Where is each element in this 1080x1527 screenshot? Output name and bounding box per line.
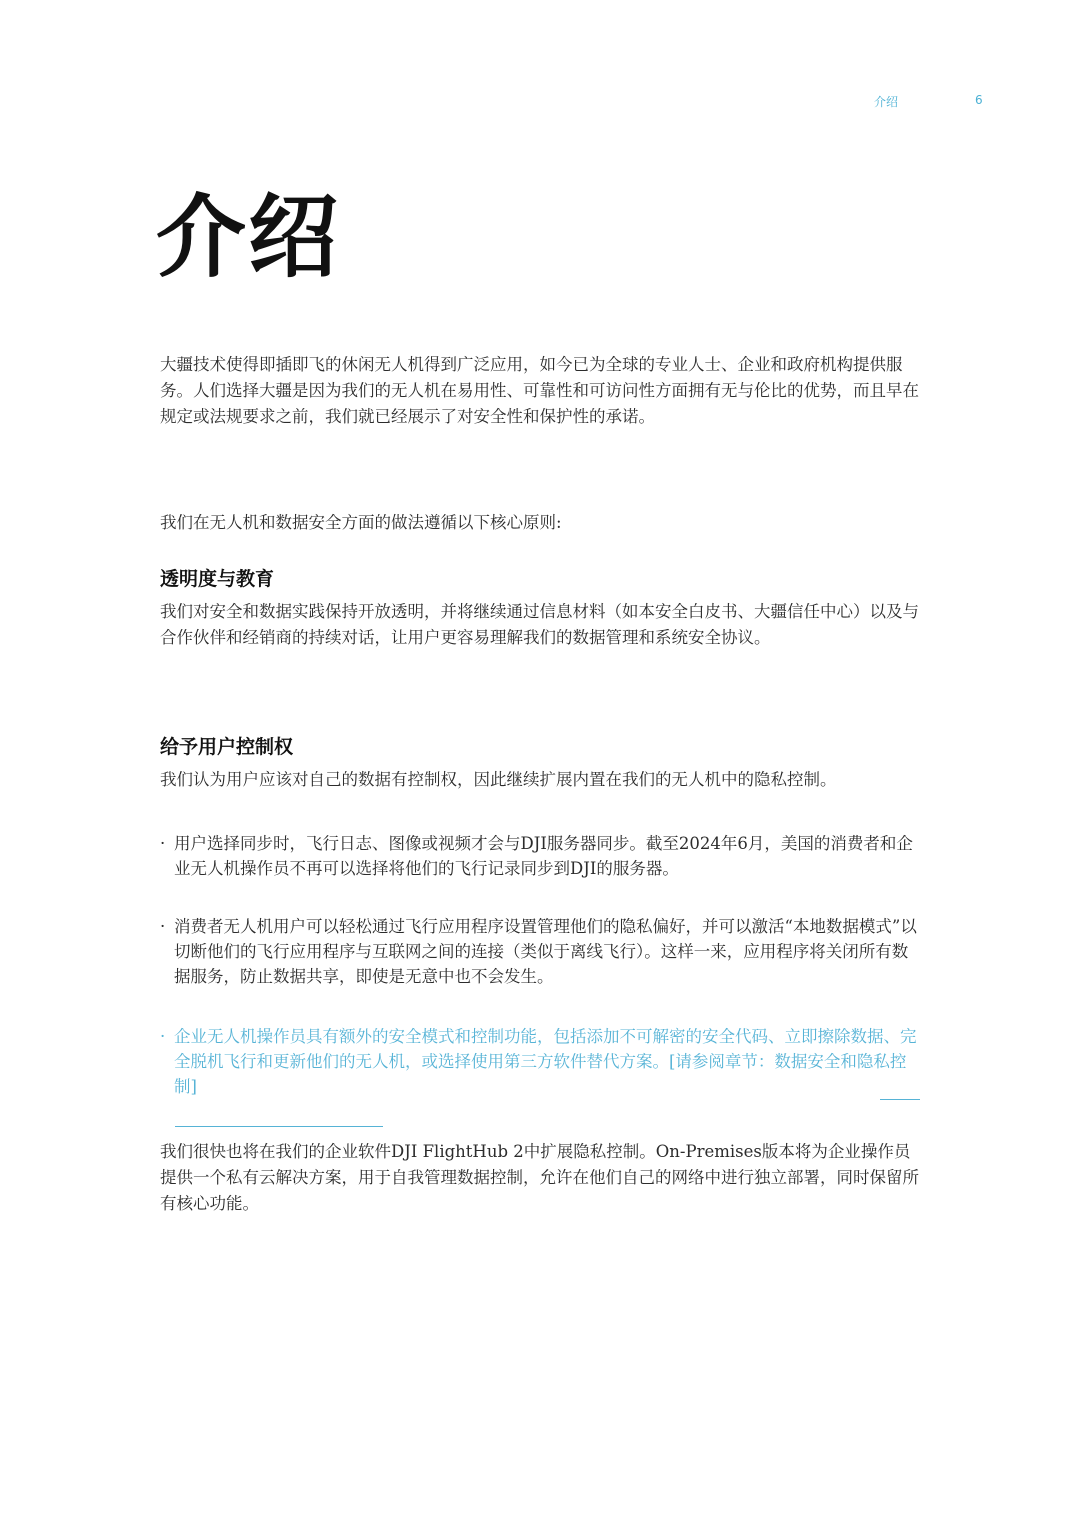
section-body-transparency: 我们对安全和数据实践保持开放透明，并将继续通过信息材料（如本安全白皮书、大疆信任中心）以及与合作伙伴和经销商的持续对话，让用户更容易理解我们的数据管理和系统安全协议。 (160, 602, 919, 647)
closing-paragraph: 我们很快也将在我们的企业软件DJI FlightHub 2中扩展隐私控制。On-Premises版本将为企业操作员提供一个私有云解决方案，用于自我管理数据控制，允许在他们自己的网络中进行独立部署，同时保留所有核心功能。 (160, 1142, 919, 1213)
bullet-marker: · (160, 834, 166, 853)
bullet-text: 消费者无人机用户可以轻松通过飞行应用程序设置管理他们的隐私偏好，并可以激活“本地数据模式”以切断他们的飞行应用程序与互联网之间的连接（类似于离线飞行）。这样一来，应用程序将关闭所有数据服务，防止数据共享，即使是无意中也不会发生。 (174, 917, 917, 986)
header-section-label: 介绍 (874, 95, 899, 109)
bullet-item-enterprise-link[interactable] (160, 1024, 922, 1099)
bullet-item-local-data-mode (160, 914, 922, 989)
page-title: 介绍 (156, 185, 340, 290)
intro-paragraph: 大疆技术使得即插即飞的休闲无人机得到广泛应用，如今已为全球的专业人士、企业和政府机构提供服务。人们选择大疆是因为我们的无人机在易用性、可靠性和可访问性方面拥有无与伦比的优势，而且早在规定或法规要求之前，我们就已经展示了对安全性和保护性的承诺。 (160, 355, 919, 426)
principles-lead: 我们在无人机和数据安全方面的做法遵循以下核心原则: (160, 513, 562, 532)
bullet-link-text[interactable]: 企业无人机操作员具有额外的安全模式和控制功能，包括添加不可解密的安全代码、立即擦除数据、完全脱机飞行和更新他们的无人机，或选择使用第三方软件替代方案。[请参阅章节：数据安全和隐私控制] (174, 1027, 917, 1096)
bullet-marker: · (160, 1027, 166, 1046)
section-body-user-control: 我们认为用户应该对自己的数据有控制权，因此继续扩展内置在我们的无人机中的隐私控制。 (160, 770, 837, 789)
link-underline-right (880, 1099, 920, 1100)
bullet-text: 用户选择同步时，飞行日志、图像或视频才会与DJI服务器同步。截至2024年6月，美国的消费者和企业无人机操作员不再可以选择将他们的飞行记录同步到DJI的服务器。 (174, 834, 913, 878)
bullet-marker: · (160, 917, 166, 936)
page-number: 6 (975, 93, 983, 107)
bullet-item-sync (160, 831, 922, 881)
section-heading-user-control: 给予用户控制权 (160, 736, 294, 758)
section-divider (175, 1126, 383, 1127)
section-heading-transparency: 透明度与教育 (160, 568, 275, 590)
